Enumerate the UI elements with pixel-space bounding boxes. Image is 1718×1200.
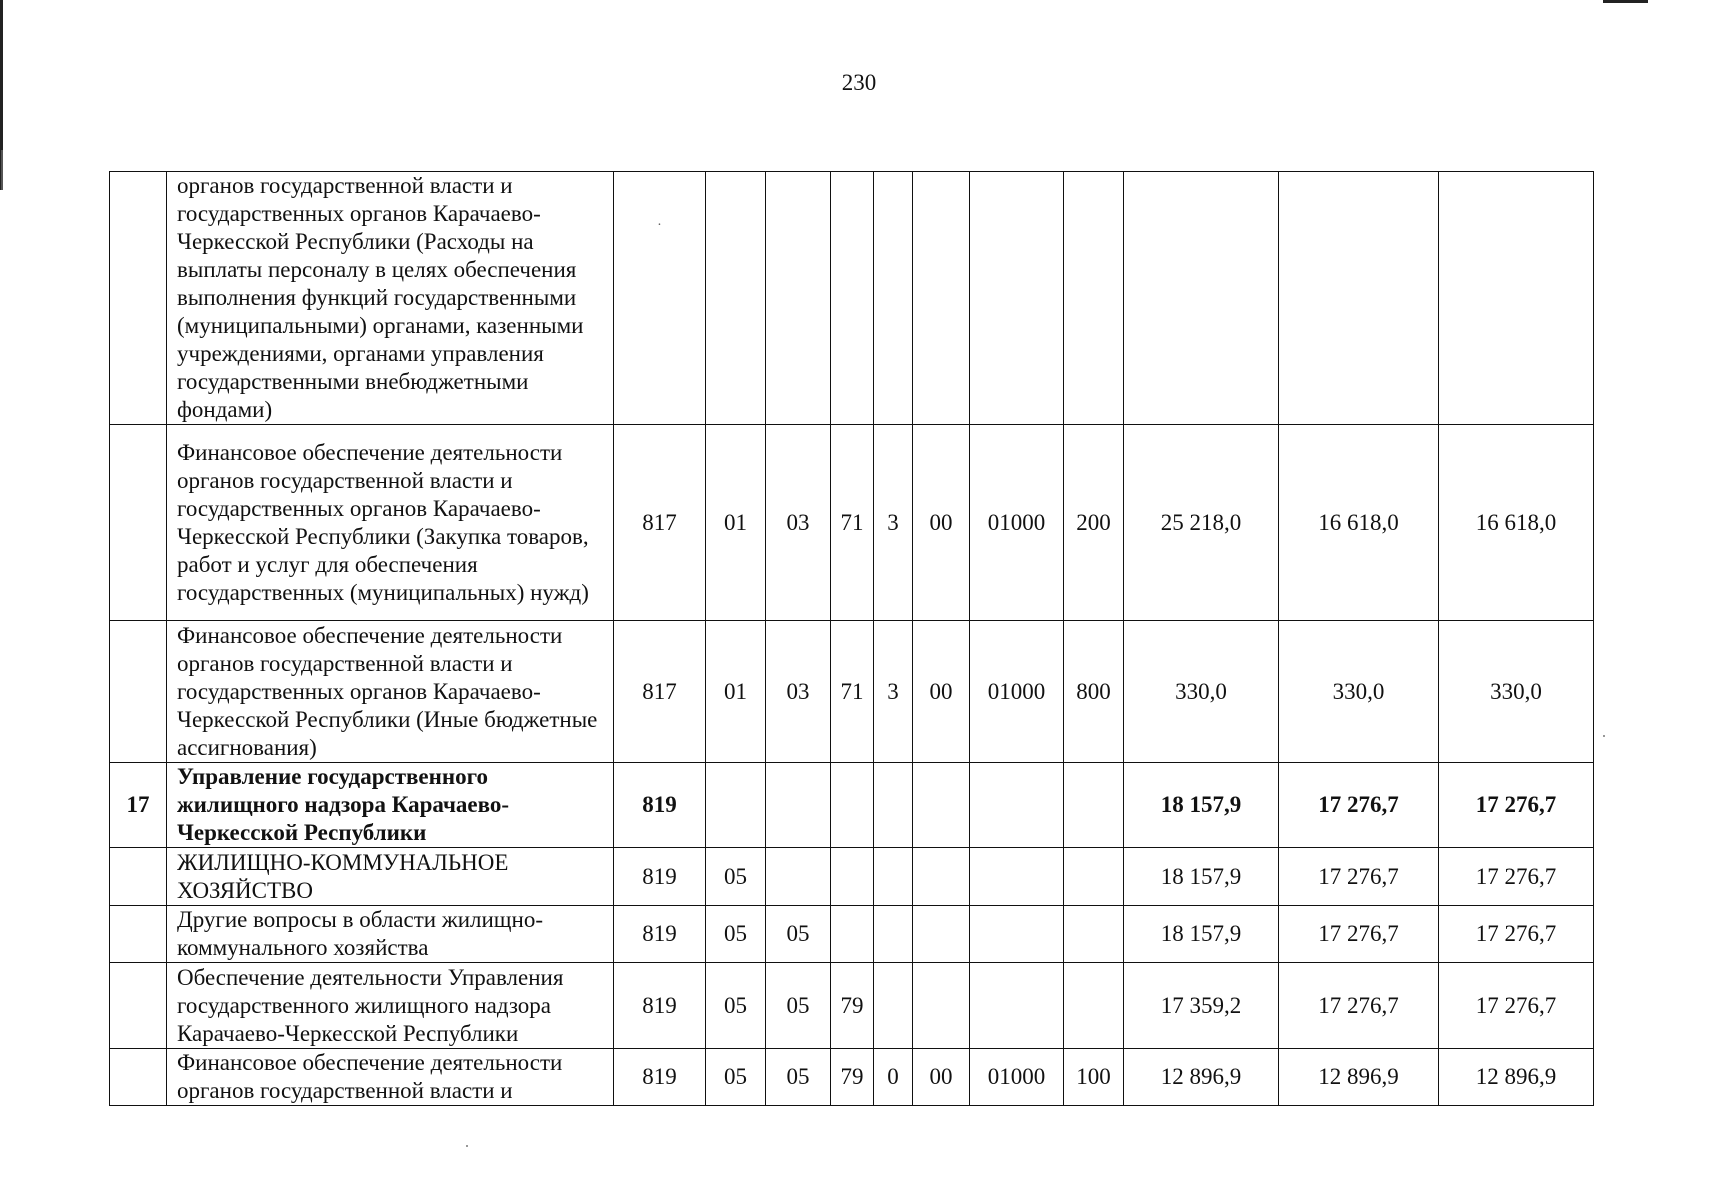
code-subprogram (874, 172, 913, 425)
code-section: 01 (706, 621, 766, 763)
value-year-1: 12 896,9 (1124, 1049, 1279, 1106)
code-subprogram (874, 848, 913, 906)
code-direction: 01000 (970, 621, 1064, 763)
code-expense-type: 800 (1064, 621, 1124, 763)
code-subsection (766, 848, 831, 906)
code-subsection: 03 (766, 621, 831, 763)
value-year-2: 16 618,0 (1279, 425, 1439, 621)
table-body (110, 172, 1594, 1106)
code-event: 00 (913, 1049, 970, 1106)
table-row (110, 763, 1594, 848)
row-number (110, 963, 167, 1049)
value-year-1: 25 218,0 (1124, 425, 1279, 621)
code-program (831, 763, 874, 848)
table-row (110, 172, 1594, 425)
code-direction: 01000 (970, 425, 1064, 621)
value-year-3: 17 276,7 (1439, 906, 1594, 963)
code-direction (970, 763, 1064, 848)
table-row (110, 848, 1594, 906)
code-program (831, 906, 874, 963)
value-year-2: 17 276,7 (1279, 848, 1439, 906)
row-name: Финансовое обеспечение деятельности органов государственной власти и (167, 1049, 614, 1106)
row-name: Управление государственного жилищного надзора Карачаево-Черкесской Республики (167, 763, 614, 848)
value-year-1 (1124, 172, 1279, 425)
scan-edge-mark (1603, 0, 1648, 3)
code-ministry: 817 (614, 425, 706, 621)
table-row (110, 621, 1594, 763)
value-year-2: 17 276,7 (1279, 763, 1439, 848)
code-program: 79 (831, 1049, 874, 1106)
row-name: органов государственной власти и государственных органов Карачаево-Черкесской Республики (Расходы на выплаты персоналу в целях обеспечения выполнения функций государственными (муниципальными) органами, казенными учреждениями, органами управления государственными внебюджетными фондами) (167, 172, 614, 425)
code-event: 00 (913, 621, 970, 763)
code-direction: 01000 (970, 1049, 1064, 1106)
scan-edge-mark (1, 150, 3, 190)
table-row (110, 425, 1594, 621)
row-number (110, 425, 167, 621)
code-event (913, 172, 970, 425)
table-row (110, 1049, 1594, 1106)
value-year-3: 17 276,7 (1439, 763, 1594, 848)
code-event (913, 763, 970, 848)
code-section (706, 763, 766, 848)
code-subsection (766, 172, 831, 425)
code-ministry (614, 172, 706, 425)
code-subprogram: 3 (874, 621, 913, 763)
code-program (831, 848, 874, 906)
code-direction (970, 172, 1064, 425)
value-year-1: 18 157,9 (1124, 848, 1279, 906)
value-year-1: 18 157,9 (1124, 763, 1279, 848)
code-subsection (766, 763, 831, 848)
value-year-2: 17 276,7 (1279, 963, 1439, 1049)
code-subprogram (874, 963, 913, 1049)
code-direction (970, 906, 1064, 963)
row-name: Обеспечение деятельности Управления государственного жилищного надзора Карачаево-Черкесской Республики (167, 963, 614, 1049)
code-subprogram (874, 763, 913, 848)
row-number (110, 906, 167, 963)
code-program (831, 172, 874, 425)
value-year-3 (1439, 172, 1594, 425)
code-expense-type (1064, 763, 1124, 848)
code-section: 05 (706, 906, 766, 963)
code-ministry: 819 (614, 906, 706, 963)
value-year-1: 18 157,9 (1124, 906, 1279, 963)
code-section: 05 (706, 848, 766, 906)
code-event: 00 (913, 425, 970, 621)
code-program: 79 (831, 963, 874, 1049)
code-expense-type (1064, 172, 1124, 425)
scan-speck (466, 1145, 468, 1147)
code-subsection: 03 (766, 425, 831, 621)
code-subprogram: 0 (874, 1049, 913, 1106)
code-section: 05 (706, 963, 766, 1049)
row-number (110, 172, 167, 425)
code-event (913, 963, 970, 1049)
value-year-1: 330,0 (1124, 621, 1279, 763)
code-subprogram: 3 (874, 425, 913, 621)
code-expense-type (1064, 963, 1124, 1049)
scan-speck (1603, 735, 1605, 737)
row-number (110, 1049, 167, 1106)
value-year-3: 17 276,7 (1439, 848, 1594, 906)
code-section: 05 (706, 1049, 766, 1106)
value-year-3: 330,0 (1439, 621, 1594, 763)
code-program: 71 (831, 425, 874, 621)
code-expense-type (1064, 848, 1124, 906)
code-expense-type: 100 (1064, 1049, 1124, 1106)
code-ministry-mark: · (657, 218, 662, 233)
value-year-3: 12 896,9 (1439, 1049, 1594, 1106)
code-ministry: 817 (614, 621, 706, 763)
value-year-2 (1279, 172, 1439, 425)
code-expense-type (1064, 906, 1124, 963)
row-name: Другие вопросы в области жилищно-коммунального хозяйства (167, 906, 614, 963)
code-program: 71 (831, 621, 874, 763)
code-direction (970, 963, 1064, 1049)
code-event (913, 848, 970, 906)
code-ministry: 819 (614, 848, 706, 906)
code-subprogram (874, 906, 913, 963)
value-year-2: 17 276,7 (1279, 906, 1439, 963)
code-direction (970, 848, 1064, 906)
code-event (913, 906, 970, 963)
page-number: 230 (841, 70, 877, 95)
row-name: Финансовое обеспечение деятельности органов государственной власти и государственных органов Карачаево-Черкесской Республики (Иные бюджетные ассигнования) (167, 621, 614, 763)
value-year-3: 17 276,7 (1439, 963, 1594, 1049)
code-expense-type: 200 (1064, 425, 1124, 621)
value-year-2: 330,0 (1279, 621, 1439, 763)
value-year-3: 16 618,0 (1439, 425, 1594, 621)
budget-table (109, 171, 1594, 1106)
code-subsection: 05 (766, 1049, 831, 1106)
code-subsection: 05 (766, 963, 831, 1049)
row-name: ЖИЛИЩНО-КОММУНАЛЬНОЕ ХОЗЯЙСТВО (167, 848, 614, 906)
row-number (110, 621, 167, 763)
code-section: 01 (706, 425, 766, 621)
table-row (110, 963, 1594, 1049)
code-section (706, 172, 766, 425)
code-ministry: 819 (614, 963, 706, 1049)
value-year-1: 17 359,2 (1124, 963, 1279, 1049)
code-subsection: 05 (766, 906, 831, 963)
row-number: 17 (110, 763, 167, 848)
table-row (110, 906, 1594, 963)
code-ministry: 819 (614, 1049, 706, 1106)
row-name: Финансовое обеспечение деятельности органов государственной власти и государственных органов Карачаево-Черкесской Республики (Закупка товаров, работ и услуг для обеспечения государственных (муниципальных) нужд) (167, 425, 614, 621)
value-year-2: 12 896,9 (1279, 1049, 1439, 1106)
row-number (110, 848, 167, 906)
code-ministry: 819 (614, 763, 706, 848)
